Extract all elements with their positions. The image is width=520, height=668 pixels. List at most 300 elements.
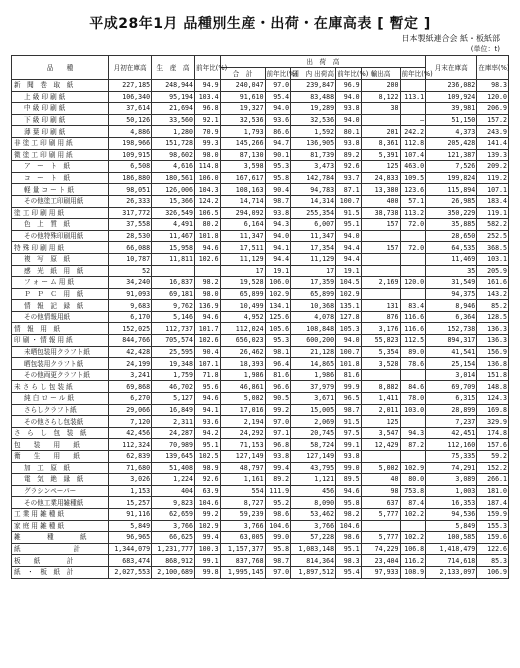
table-cell: 167,617: [220, 172, 265, 184]
table-cell: 127.8: [336, 311, 362, 323]
table-cell: 4,616: [152, 161, 195, 173]
table-cell: 31,549: [426, 277, 477, 289]
row-label-text: コ ー ト 紙: [24, 174, 71, 183]
header-domestic: 国 内 出荷高: [292, 69, 334, 78]
table-cell: 103.1: [477, 253, 509, 265]
table-cell: 102.9: [400, 462, 426, 474]
table-row: [12, 381, 509, 393]
table-cell: 99.4: [265, 462, 291, 474]
header-item: 品 種: [12, 56, 109, 80]
header-total: 合 計: [220, 68, 265, 80]
table-cell: 94,783: [291, 184, 336, 196]
table-cell: 152,025: [109, 323, 152, 335]
table-cell: 814,364: [291, 555, 336, 567]
table-cell: 106.0: [195, 172, 221, 184]
table-cell: 5,002: [361, 462, 400, 474]
row-label: [12, 195, 109, 207]
table-cell: 94.0: [336, 335, 362, 347]
table-cell: 75,335: [426, 451, 477, 463]
table-cell: 41,541: [426, 346, 477, 358]
table-cell: 108.9: [400, 566, 426, 578]
table-cell: 98,051: [109, 184, 152, 196]
table-cell: 16,837: [152, 277, 195, 289]
row-label: [12, 149, 109, 161]
table-cell: 145,266: [220, 137, 265, 149]
table-cell: 80.0: [400, 474, 426, 486]
table-row: [12, 520, 509, 532]
table-cell: 255,354: [291, 207, 336, 219]
table-cell: 143.2: [477, 288, 509, 300]
table-cell: 108,163: [220, 184, 265, 196]
table-cell: 15,958: [152, 242, 195, 254]
table-row: [12, 172, 509, 184]
row-label: [12, 451, 109, 463]
row-label-text: 衛 生 用 紙: [14, 452, 80, 461]
table-cell: 63.9: [195, 485, 221, 497]
table-cell: 93.6: [195, 416, 221, 428]
table-cell: 1,411: [361, 393, 400, 405]
table-cell: 868,912: [152, 555, 195, 567]
table-cell: 112.8: [400, 137, 426, 149]
table-cell: 99.9: [336, 381, 362, 393]
table-cell: 95.1: [336, 543, 362, 555]
table-cell: 180,561: [152, 172, 195, 184]
table-header: [12, 56, 509, 80]
row-label: [12, 207, 109, 219]
table-cell: 24,292: [220, 427, 265, 439]
table-cell: 96.9: [336, 80, 362, 92]
table-cell: 1,083,148: [291, 543, 336, 555]
table-cell: 894,317: [426, 335, 477, 347]
table-cell: 59,239: [220, 508, 265, 520]
table-row: [12, 323, 509, 335]
table-cell: 161.6: [477, 277, 509, 289]
row-label-text: Ｐ Ｐ Ｃ 用 紙: [24, 289, 84, 298]
table-cell: 25,154: [426, 358, 477, 370]
row-label: [12, 381, 109, 393]
table-cell: [361, 265, 400, 277]
table-cell: 20,745: [291, 427, 336, 439]
table-cell: 38: [361, 103, 400, 115]
table-cell: 90.4: [265, 184, 291, 196]
table-cell: 96.6: [265, 381, 291, 393]
row-label: [12, 172, 109, 184]
table-cell: 62,839: [109, 451, 152, 463]
table-cell: 181.0: [477, 485, 509, 497]
row-label: [12, 497, 109, 509]
table-cell: 120.0: [400, 277, 426, 289]
table-cell: 123.6: [400, 184, 426, 196]
table-cell: 9,762: [152, 300, 195, 312]
table-cell: 94.0: [336, 91, 362, 103]
table-cell: 98,602: [152, 149, 195, 161]
table-cell: 94.6: [195, 242, 221, 254]
table-cell: 125.6: [265, 311, 291, 323]
row-label: [12, 404, 109, 416]
row-label-text: 雑 種 紙: [14, 533, 87, 542]
row-label-text: さらしクラフト紙: [24, 405, 77, 414]
table-cell: 97.1: [265, 427, 291, 439]
table-cell: 94.0: [336, 114, 362, 126]
table-cell: 86.6: [265, 126, 291, 138]
table-cell: 8,122: [361, 91, 400, 103]
table-cell: 74,229: [361, 543, 400, 555]
table-cell: 125: [361, 416, 400, 428]
table-cell: 148.8: [477, 381, 509, 393]
row-label-text: 新 聞 巻 取 紙: [14, 81, 74, 90]
table-cell: 97,933: [361, 566, 400, 578]
table-cell: 94.0: [265, 230, 291, 242]
table-cell: 5,146: [152, 311, 195, 323]
table-cell: [400, 288, 426, 300]
table-cell: 94.4: [336, 253, 362, 265]
table-cell: 252.5: [477, 230, 509, 242]
table-cell: 93.7: [336, 172, 362, 184]
table-cell: 102.6: [195, 335, 221, 347]
table-cell: 106.5: [195, 207, 221, 219]
table-cell: 85.2: [477, 300, 509, 312]
table-cell: 2,069: [291, 416, 336, 428]
row-label-text: 加 工 原 紙: [24, 463, 71, 472]
table-cell: 95.3: [265, 335, 291, 347]
table-cell: 107.1: [195, 358, 221, 370]
table-cell: 95.8: [336, 497, 362, 509]
table-cell: 141.4: [477, 137, 509, 149]
table-cell: 63,005: [220, 532, 265, 544]
table-cell: 135.1: [336, 300, 362, 312]
table-cell: 81,739: [291, 149, 336, 161]
table-cell: 84.6: [400, 381, 426, 393]
table-cell: 240,047: [220, 80, 265, 92]
header-end-stock: 月末在庫高: [426, 56, 477, 80]
table-cell: 705,574: [152, 335, 195, 347]
table-cell: 183.4: [477, 195, 509, 207]
table-cell: 52: [109, 265, 152, 277]
table-cell: 53,462: [291, 508, 336, 520]
table-cell: 17: [220, 265, 265, 277]
table-cell: 714,618: [426, 555, 477, 567]
table-cell: 3,026: [109, 474, 152, 486]
row-label: [12, 126, 109, 138]
table-cell: 98.7: [265, 195, 291, 207]
table-cell: 42,451: [426, 427, 477, 439]
table-cell: 3,176: [361, 323, 400, 335]
row-label: [12, 184, 109, 196]
table-cell: 3,766: [220, 520, 265, 532]
table-cell: 1,161: [220, 474, 265, 486]
table-cell: 93.8: [265, 207, 291, 219]
table-cell: 3,089: [426, 474, 477, 486]
row-label-text: 純 白 ロ ー ル 紙: [24, 394, 75, 403]
table-cell: 14,714: [220, 195, 265, 207]
table-cell: 11,347: [220, 230, 265, 242]
header-export: 輸出高: [361, 68, 400, 80]
table-cell: 19,289: [291, 103, 336, 115]
table-cell: 98.9: [195, 462, 221, 474]
table-row: [12, 184, 509, 196]
table-cell: 21,128: [291, 346, 336, 358]
table-cell: 98.2: [195, 277, 221, 289]
table-row: [12, 404, 509, 416]
table-cell: 100.7: [336, 346, 362, 358]
table-cell: 5,354: [361, 346, 400, 358]
table-cell: 3,473: [291, 161, 336, 173]
row-label-text: 塗 工 印 刷 用 紙: [14, 208, 65, 217]
table-cell: 139.3: [477, 149, 509, 161]
table-cell: 100.3: [195, 543, 221, 555]
row-label-text: その他両更クラフト紙: [24, 371, 90, 380]
table-cell: 95.1: [195, 439, 221, 451]
table-cell: 1,759: [152, 369, 195, 381]
table-cell: 127,149: [220, 451, 265, 463]
row-label: [12, 137, 109, 149]
table-cell: 28,530: [109, 230, 152, 242]
table-cell: 98.6: [336, 532, 362, 544]
table-cell: 136.3: [477, 323, 509, 335]
table-cell: 87.1: [336, 184, 362, 196]
header-domestic-yoy: 前年比(%): [337, 69, 369, 78]
table-cell: 101.8: [336, 358, 362, 370]
table-cell: 40: [361, 474, 400, 486]
table-cell: 25,595: [152, 346, 195, 358]
table-row: [12, 91, 509, 103]
row-label-text: 未 さ ら し 包 装 紙: [14, 382, 73, 391]
table-cell: 8,090: [291, 497, 336, 509]
table-cell: 15,005: [291, 404, 336, 416]
table-cell: 112.5: [400, 335, 426, 347]
table-cell: 753.8: [400, 485, 426, 497]
table-cell: 37,558: [109, 219, 152, 231]
table-cell: 119.2: [477, 172, 509, 184]
table-row: [12, 497, 509, 509]
table-cell: 92.6: [195, 474, 221, 486]
table-cell: 1,897,512: [291, 566, 336, 578]
table-cell: 37,614: [109, 103, 152, 115]
table-cell: 99.0: [336, 462, 362, 474]
table-cell: 95.4: [336, 566, 362, 578]
table-cell: 104.6: [265, 520, 291, 532]
row-label-text: その他塗工印刷用紙: [24, 197, 84, 206]
table-cell: 187.4: [477, 497, 509, 509]
row-label-text: 薄 葉 印 刷 紙: [24, 127, 66, 136]
table-cell: 9,823: [152, 497, 195, 509]
table-cell: 3,766: [152, 520, 195, 532]
table-cell: 106.9: [477, 566, 509, 578]
table-cell: [361, 114, 400, 126]
table-cell: 1,003: [426, 485, 477, 497]
table-cell: [400, 416, 426, 428]
table-cell: 24,199: [109, 358, 152, 370]
table-cell: 200: [361, 80, 400, 92]
table-cell: 78.6: [400, 358, 426, 370]
table-cell: 350,229: [426, 207, 477, 219]
table-cell: [400, 103, 426, 115]
table-cell: 157: [361, 219, 400, 231]
row-label: [12, 161, 109, 173]
header-start-stock: 月初在庫高: [109, 56, 152, 80]
table-cell: 97.0: [265, 566, 291, 578]
table-cell: 94.2: [195, 427, 221, 439]
row-label: [12, 219, 109, 231]
table-cell: 18,393: [220, 358, 265, 370]
table-cell: 80.1: [336, 126, 362, 138]
table-cell: 156.9: [477, 346, 509, 358]
table-row: [12, 114, 509, 126]
table-cell: 51,408: [152, 462, 195, 474]
table-cell: 4,886: [109, 126, 152, 138]
table-row: [12, 137, 509, 149]
table-cell: 1,231,777: [152, 543, 195, 555]
table-cell: 5,777: [361, 532, 400, 544]
table-row: [12, 358, 509, 370]
row-label-text: その他工業用雑種紙: [24, 498, 84, 507]
table-cell: 136.3: [477, 335, 509, 347]
table-cell: 87.4: [400, 497, 426, 509]
table-cell: 656,023: [220, 335, 265, 347]
table-cell: 159.9: [477, 508, 509, 520]
table-cell: 43,795: [291, 462, 336, 474]
table-cell: 106,340: [109, 91, 152, 103]
table-cell: 103.0: [400, 404, 426, 416]
table-cell: 11,469: [426, 253, 477, 265]
table-cell: 600,200: [291, 335, 336, 347]
table-cell: 128.5: [477, 311, 509, 323]
row-label: [12, 555, 109, 567]
table-cell: 127,149: [291, 451, 336, 463]
table-cell: 6,164: [220, 219, 265, 231]
row-label: [12, 230, 109, 242]
table-cell: 17,016: [220, 404, 265, 416]
table-cell: 96.4: [265, 358, 291, 370]
row-label: [12, 346, 109, 358]
table-cell: 94.1: [265, 242, 291, 254]
table-cell: 152.2: [477, 462, 509, 474]
row-label-text: ア ー ト 紙: [24, 162, 71, 171]
table-cell: 112,324: [109, 439, 152, 451]
table-cell: 91,116: [109, 508, 152, 520]
table-cell: 23,404: [361, 555, 400, 567]
table-cell: 1,592: [291, 126, 336, 138]
table-cell: 98: [361, 485, 400, 497]
table-cell: 99.2: [265, 404, 291, 416]
table-cell: 683,474: [109, 555, 152, 567]
table-cell: 95,194: [152, 91, 195, 103]
table-cell: 126,006: [152, 184, 195, 196]
table-cell: 116.6: [400, 323, 426, 335]
table-cell: 1,986: [291, 369, 336, 381]
table-cell: 239,847: [291, 80, 336, 92]
table-cell: 91.5: [336, 416, 362, 428]
table-cell: 33,560: [152, 114, 195, 126]
table-cell: 94,536: [426, 508, 477, 520]
table-cell: 206.9: [477, 103, 509, 115]
table-cell: 5,849: [109, 520, 152, 532]
table-cell: 106.8: [400, 543, 426, 555]
row-label: [12, 393, 109, 405]
table-cell: 81.6: [336, 369, 362, 381]
table-cell: 113.1: [400, 91, 426, 103]
row-label: [12, 462, 109, 474]
table-cell: 463.0: [400, 161, 426, 173]
table-cell: 19.1: [265, 265, 291, 277]
table-cell: 3,241: [109, 369, 152, 381]
table-cell: 39,981: [426, 103, 477, 115]
table-cell: 101.8: [195, 230, 221, 242]
table-cell: 94.6: [195, 393, 221, 405]
row-label-text: 晒包装用クラフト紙: [24, 359, 84, 368]
row-label-text: 中 級 印 刷 紙: [24, 104, 66, 113]
table-cell: 94.4: [265, 253, 291, 265]
table-row: [12, 300, 509, 312]
table-cell: 1,224: [152, 474, 195, 486]
table-cell: 21,694: [152, 103, 195, 115]
table-cell: 90.5: [265, 393, 291, 405]
table-cell: 97.5: [336, 427, 362, 439]
table-cell: 105.6: [265, 323, 291, 335]
table-cell: 102.9: [195, 520, 221, 532]
table-cell: 1,344,079: [109, 543, 152, 555]
row-label: [12, 265, 109, 277]
table-cell: 2,011: [361, 404, 400, 416]
table-cell: 98.0: [195, 149, 221, 161]
table-cell: 637: [361, 497, 400, 509]
table-cell: 69,181: [152, 288, 195, 300]
table-cell: [400, 451, 426, 463]
table-cell: 209.2: [477, 161, 509, 173]
table-cell: 14,314: [291, 195, 336, 207]
table-row: [12, 253, 509, 265]
row-label: [12, 277, 109, 289]
table-cell: 55,823: [361, 335, 400, 347]
table-cell: 116.6: [400, 311, 426, 323]
row-label: [12, 288, 109, 300]
table-row: [12, 474, 509, 486]
table-cell: 98.3: [336, 555, 362, 567]
table-cell: 105.3: [336, 323, 362, 335]
table-cell: 7,526: [426, 161, 477, 173]
table-cell: 5,082: [220, 393, 265, 405]
row-label-text: その他情報用紙: [24, 313, 71, 322]
row-label-text: 非 塗 工 印 刷 用 紙: [14, 139, 73, 148]
table-cell: 94.3: [400, 427, 426, 439]
row-label: [12, 253, 109, 265]
table-cell: 99.8: [195, 566, 221, 578]
table-cell: [361, 288, 400, 300]
table-cell: 32,536: [220, 114, 265, 126]
table-row: [12, 462, 509, 474]
table-cell: 4,373: [426, 126, 477, 138]
row-label: [12, 335, 109, 347]
table-cell: [400, 80, 426, 92]
table-cell: 124.2: [195, 195, 221, 207]
table-cell: 95.1: [336, 219, 362, 231]
table-cell: 844,766: [109, 335, 152, 347]
table-cell: 42,428: [109, 346, 152, 358]
row-label: [12, 103, 109, 115]
row-label-text: 家 庭 用 雑 種 紙: [14, 521, 65, 530]
row-label: [12, 416, 109, 428]
table-cell: 10,787: [109, 253, 152, 265]
table-cell: 51,150: [426, 114, 477, 126]
row-label-text: 情 報 記 録 紙: [24, 301, 84, 310]
table-cell: 2,100,689: [152, 566, 195, 578]
row-label-text: フ ォ ー ム 用 紙: [24, 278, 75, 287]
table-row: [12, 427, 509, 439]
table-row: [12, 369, 509, 381]
table-cell: 114.8: [195, 161, 221, 173]
table-cell: 104.5: [336, 277, 362, 289]
table-cell: 111.9: [265, 485, 291, 497]
